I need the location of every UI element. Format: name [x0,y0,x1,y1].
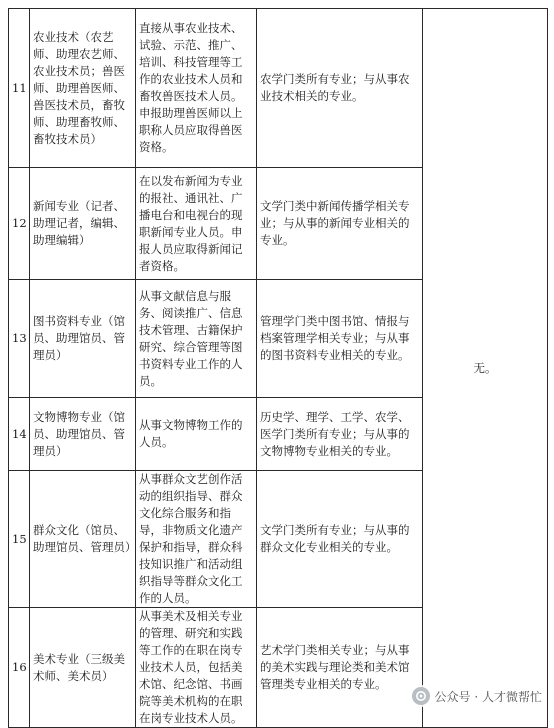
specialty-name: 文物博物专业（馆员、助理馆员、管理员） [30,398,136,471]
specialty-name: 群众文化（馆员、助理馆员、管理员） [30,471,136,608]
applicable-scope: 从事文献信息与服务、阅读推广、信息技术管理、古籍保护研究、综合管理等图书资料专业工作的人员。 [136,280,257,398]
row-number: 14 [9,398,30,471]
related-majors: 艺术学门类相关专业；与从事的美术实践与理论类和美术馆管理类专业相关的专业。 [257,608,423,728]
specialty-name: 新闻专业（记者、助理记者，编辑、助理编辑） [30,168,136,280]
related-majors: 文学门类中新闻传播学相关专业；与从事的新闻专业相关的专业。 [257,168,423,280]
related-majors: 历史学、理学、工学、农学、医学门类所有专业；与从事的文物博物专业相关的专业。 [257,398,423,471]
related-majors: 农学门类所有专业；与从事农业技术相关的专业。 [257,9,423,168]
row-number: 13 [9,280,30,398]
applicable-scope: 从事群众文艺创作活动的组织指导、群众文化综合服务和指导，非物质文化遗产保护和指导，群众科技知识推广和活动组织指导等群众文化工作的人员。 [136,471,257,608]
notes-cell: 无。 [423,9,548,728]
applicable-scope: 直接从事农业技术、试验、示范、推广、培训、科技管理等工作的农业技术人员和畜牧兽医技术人员。申报助理兽医师以上职称人员应取得兽医资格。 [136,9,257,168]
watermark [408,685,546,707]
related-majors: 文学门类所有专业；与从事的群众文化专业相关的专业。 [257,471,423,608]
specialty-name: 图书资料专业（馆员、助理馆员、管理员） [30,280,136,398]
applicable-scope: 在以发布新闻为专业的报社、通讯社、广播电台和电视台的现职新闻专业人员。申报人员应取得新闻记者资格。 [136,168,257,280]
applicable-scope: 从事文物博物工作的人员。 [136,398,257,471]
watermark-text: 公众号 · 人才微帮忙 [434,689,542,704]
row-number: 15 [9,471,30,608]
row-number: 12 [9,168,30,280]
specialty-name: 农业技术（农艺师、助理农艺师、农业技术员；兽医师、助理兽医师、兽医技术员，畜牧师、助理畜牧师、畜牧技术员） [30,9,136,168]
related-majors: 管理学门类中图书馆、情报与档案管理学相关专业；与从事的图书资料专业相关的专业。 [257,280,423,398]
wechat-official-account-icon [412,687,430,705]
applicable-scope: 从事美术及相关专业的管理、研究和实践等工作的在职在岗专业技术人员，包括美术馆、纪念馆、书画院等美术机构的在职在岗专业技术人员。 [136,608,257,728]
specialty-name: 美术专业（三级美术师、美术员） [30,608,136,728]
row-number: 11 [9,9,30,168]
row-number: 16 [9,608,30,728]
qualification-table [8,8,548,728]
table-row [9,9,548,168]
